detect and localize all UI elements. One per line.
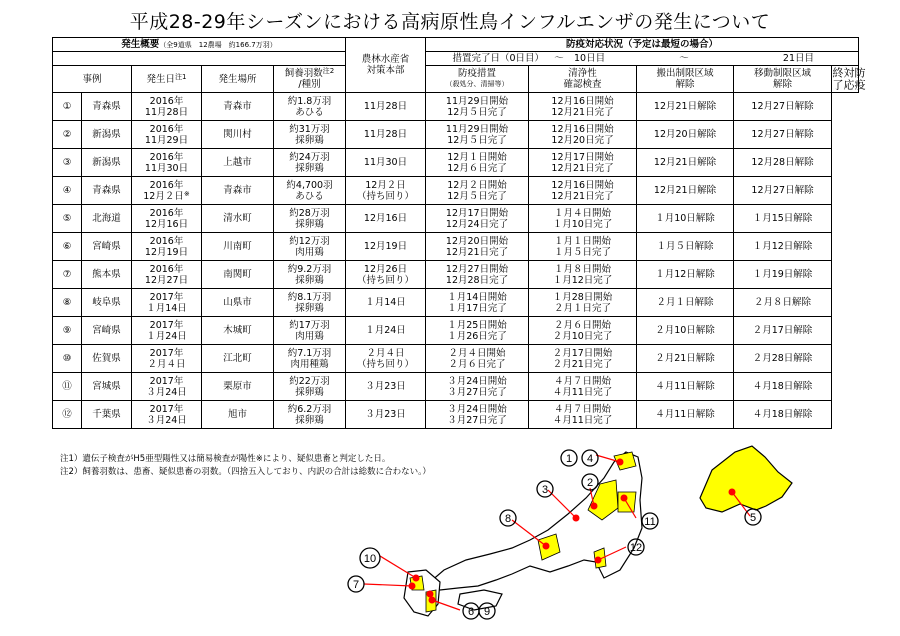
case-number: ⑦: [53, 261, 82, 289]
measure-dates: 11月29日開始 12月５日完了: [426, 121, 529, 149]
case-number: ⑨: [53, 317, 82, 345]
outbreak-date: 2016年 11月29日: [132, 121, 202, 149]
export-restriction-lift: １月12日解除: [637, 261, 734, 289]
prefecture: 千葉県: [82, 401, 132, 429]
bird-count: 約4,700羽 あひる: [274, 177, 346, 205]
movement-restriction-lift: ２月28日解除: [734, 345, 832, 373]
measure-dates: ３月24日開始 ３月27日完了: [426, 373, 529, 401]
export-restriction-lift: １月５日解除: [637, 233, 734, 261]
outbreak-date: 2016年 11月30日: [132, 149, 202, 177]
case-number: ④: [53, 177, 82, 205]
note-1: 注1）遺伝子検査がH5亜型陽性又は簡易検査が陽性※により、疑似患畜と判定した日。: [60, 454, 391, 464]
bird-count: 約1.8万羽 あひる: [274, 93, 346, 121]
hq-date: １月24日: [346, 317, 426, 345]
movement-restriction-lift: ４月18日解除: [734, 373, 832, 401]
map-label-2: 2: [586, 477, 594, 489]
hokkaido: [700, 446, 792, 512]
outbreak-date: 2016年 11月28日: [132, 93, 202, 121]
outbreak-date: 2016年 12月16日: [132, 205, 202, 233]
col-measure: 防疫措置 （殺処分、清掃等）: [426, 66, 529, 93]
case-number: ①: [53, 93, 82, 121]
hq-date: １月14日: [346, 289, 426, 317]
map-label-9: 9: [483, 606, 491, 618]
case-number: ⑫: [53, 401, 82, 429]
prefecture: 宮崎県: [82, 233, 132, 261]
measure-dates: １月14日開始 １月17日完了: [426, 289, 529, 317]
outbreak-place: 上越市: [202, 149, 274, 177]
outbreak-place: 山県市: [202, 289, 274, 317]
bird-count: 約22万羽 採卵鶏: [274, 373, 346, 401]
measure-dates: ３月24日開始 ３月27日完了: [426, 401, 529, 429]
hq-header: 農林水産省 対策本部: [346, 38, 426, 93]
status-header: 防疫対応状況（予定は最短の場合）: [426, 38, 859, 52]
movement-restriction-lift: ２月８日解除: [734, 289, 832, 317]
outbreak-date: 2017年 ２月４日: [132, 345, 202, 373]
case-number: ⑩: [53, 345, 82, 373]
hq-date: 11月28日: [346, 93, 426, 121]
export-restriction-lift: 12月21日解除: [637, 177, 734, 205]
bird-count: 約6.2万羽 採卵鶏: [274, 401, 346, 429]
clean-check-dates: １月１日開始 １月５日完了: [529, 233, 637, 261]
outbreak-date: 2016年 12月27日: [132, 261, 202, 289]
bird-count: 約7.1万羽 肉用種鶏: [274, 345, 346, 373]
measure-dates: ２月４日開始 ２月６日完了: [426, 345, 529, 373]
prefecture: 佐賀県: [82, 345, 132, 373]
outbreak-place: 清水町: [202, 205, 274, 233]
movement-restriction-lift: ２月17日解除: [734, 317, 832, 345]
clean-check-dates: 12月16日開始 12月21日完了: [529, 93, 637, 121]
map-label-5: 5: [749, 512, 757, 524]
measure-dates: １月25日開始 １月26日完了: [426, 317, 529, 345]
clean-check-dates: ４月７日開始 ４月11日完了: [529, 373, 637, 401]
hq-date: 12月２日 （持ち回り）: [346, 177, 426, 205]
map-label-6: 6: [467, 606, 475, 618]
map-label-8: 8: [504, 513, 512, 525]
prefecture: 岐阜県: [82, 289, 132, 317]
movement-restriction-lift: 12月27日解除: [734, 177, 832, 205]
outbreak-place: 青森市: [202, 177, 274, 205]
export-restriction-lift: ２月10日解除: [637, 317, 734, 345]
measure-dates: 12月２日開始 12月５日完了: [426, 177, 529, 205]
map-land: [404, 446, 792, 616]
prefecture: 宮崎県: [82, 317, 132, 345]
hq-date: 12月16日: [346, 205, 426, 233]
bird-count: 約17万羽 肉用鶏: [274, 317, 346, 345]
overview-header: 発生概要（全9道県 12農場 約166.7万羽）: [53, 38, 346, 52]
map-label-4: 4: [586, 453, 594, 465]
col-clean: 清浄性 確認検査: [529, 66, 637, 93]
day-scale: 措置完了日（0日目） ～ 10日目 ～ 21日目: [426, 52, 859, 66]
bird-count: 約12万羽 肉用鶏: [274, 233, 346, 261]
movement-restriction-lift: ４月18日解除: [734, 401, 832, 429]
page-title: 平成28-29年シーズンにおける高病原性鳥インフルエンザの発生について: [129, 11, 771, 33]
hq-date: 11月28日: [346, 121, 426, 149]
measure-dates: 12月27日開始 12月28日完了: [426, 261, 529, 289]
hq-date: 12月19日: [346, 233, 426, 261]
clean-check-dates: １月28日開始 ２月１日完了: [529, 289, 637, 317]
col-out: 搬出制限区域 解除: [637, 66, 734, 93]
case-number: ③: [53, 149, 82, 177]
export-restriction-lift: ４月11日解除: [637, 373, 734, 401]
outbreak-place: 栗原市: [202, 373, 274, 401]
case-number: ⑤: [53, 205, 82, 233]
bird-count: 約28万羽 採卵鶏: [274, 205, 346, 233]
outbreak-place: 青森市: [202, 93, 274, 121]
col-place: 発生場所: [202, 66, 274, 93]
bird-count: 約31万羽 採卵鶏: [274, 121, 346, 149]
clean-check-dates: ４月７日開始 ４月11日完了: [529, 401, 637, 429]
export-restriction-lift: ２月１日解除: [637, 289, 734, 317]
note-2: 注2）飼養羽数は、患畜、疑似患畜の羽数。（四捨五入しており、内訳の合計は総数に合わない。）: [60, 467, 431, 477]
export-restriction-lift: １月10日解除: [637, 205, 734, 233]
outbreak-place: 関川村: [202, 121, 274, 149]
clean-check-dates: 12月16日開始 12月20日完了: [529, 121, 637, 149]
map-label-11: 11: [644, 516, 656, 528]
movement-restriction-lift: 12月27日解除: [734, 121, 832, 149]
case-number: ②: [53, 121, 82, 149]
col-count: 飼養羽数$^{注2}$ /種別: [274, 66, 346, 93]
prefecture: 青森県: [82, 93, 132, 121]
col-no: 事例: [53, 66, 132, 93]
outbreak-place: 旭市: [202, 401, 274, 429]
measure-dates: 11月29日開始 12月５日完了: [426, 93, 529, 121]
col-move: 移動制限区域 解除: [734, 66, 832, 93]
outbreak-date: 2017年 ３月24日: [132, 401, 202, 429]
measure-dates: 12月１日開始 12月６日完了: [426, 149, 529, 177]
outbreak-place: 江北町: [202, 345, 274, 373]
export-restriction-lift: ４月11日解除: [637, 401, 734, 429]
outbreak-place: 川南町: [202, 233, 274, 261]
outbreak-place: 木城町: [202, 317, 274, 345]
clean-check-dates: 12月16日開始 12月21日完了: [529, 177, 637, 205]
case-number: ⑪: [53, 373, 82, 401]
hq-date: 12月26日 （持ち回り）: [346, 261, 426, 289]
export-restriction-lift: 12月21日解除: [637, 93, 734, 121]
export-restriction-lift: ２月21日解除: [637, 345, 734, 373]
clean-check-dates: １月８日開始 １月12日完了: [529, 261, 637, 289]
prefecture: 新潟県: [82, 121, 132, 149]
outbreak-date: 2016年 12月19日: [132, 233, 202, 261]
clean-check-dates: 12月17日開始 12月21日完了: [529, 149, 637, 177]
case-number: ⑧: [53, 289, 82, 317]
map-label-3: 3: [541, 484, 549, 496]
bird-count: 約24万羽 採卵鶏: [274, 149, 346, 177]
col-date: 発生日$^{注1}$: [132, 66, 202, 93]
measure-dates: 12月17日開始 12月24日完了: [426, 205, 529, 233]
clean-check-dates: ２月６日開始 ２月10日完了: [529, 317, 637, 345]
outbreak-date: 2017年 １月24日: [132, 317, 202, 345]
map-label-7: 7: [352, 579, 360, 591]
bird-count: 約9.2万羽 採卵鶏: [274, 261, 346, 289]
outbreak-date: 2016年 12月２日※: [132, 177, 202, 205]
hq-date: 11月30日: [346, 149, 426, 177]
bird-count: 約8.1万羽 採卵鶏: [274, 289, 346, 317]
clean-check-dates: ２月17日開始 ２月21日完了: [529, 345, 637, 373]
prefecture: 北海道: [82, 205, 132, 233]
honshu: [430, 452, 642, 590]
movement-restriction-lift: １月12日解除: [734, 233, 832, 261]
outbreak-place: 南関町: [202, 261, 274, 289]
prefecture: 青森県: [82, 177, 132, 205]
prefecture: 熊本県: [82, 261, 132, 289]
measure-dates: 12月20日開始 12月21日完了: [426, 233, 529, 261]
prefecture: 新潟県: [82, 149, 132, 177]
end-label: 防疫対応終了: [831, 67, 867, 91]
prefecture: 宮城県: [82, 373, 132, 401]
hq-date: ３月23日: [346, 373, 426, 401]
hq-date: ２月４日 （持ち回り）: [346, 345, 426, 373]
hq-date: ３月23日: [346, 401, 426, 429]
map-label-10: 10: [363, 553, 377, 565]
movement-restriction-lift: １月15日解除: [734, 205, 832, 233]
map-label-12: 12: [629, 542, 643, 554]
movement-restriction-lift: １月19日解除: [734, 261, 832, 289]
export-restriction-lift: 12月21日解除: [637, 149, 734, 177]
clean-check-dates: １月４日開始 １月10日完了: [529, 205, 637, 233]
case-number: ⑥: [53, 233, 82, 261]
outbreak-date: 2017年 ３月24日: [132, 373, 202, 401]
movement-restriction-lift: 12月27日解除: [734, 93, 832, 121]
export-restriction-lift: 12月20日解除: [637, 121, 734, 149]
map-label-1: 1: [565, 453, 573, 465]
movement-restriction-lift: 12月28日解除: [734, 149, 832, 177]
outbreak-date: 2017年 １月14日: [132, 289, 202, 317]
